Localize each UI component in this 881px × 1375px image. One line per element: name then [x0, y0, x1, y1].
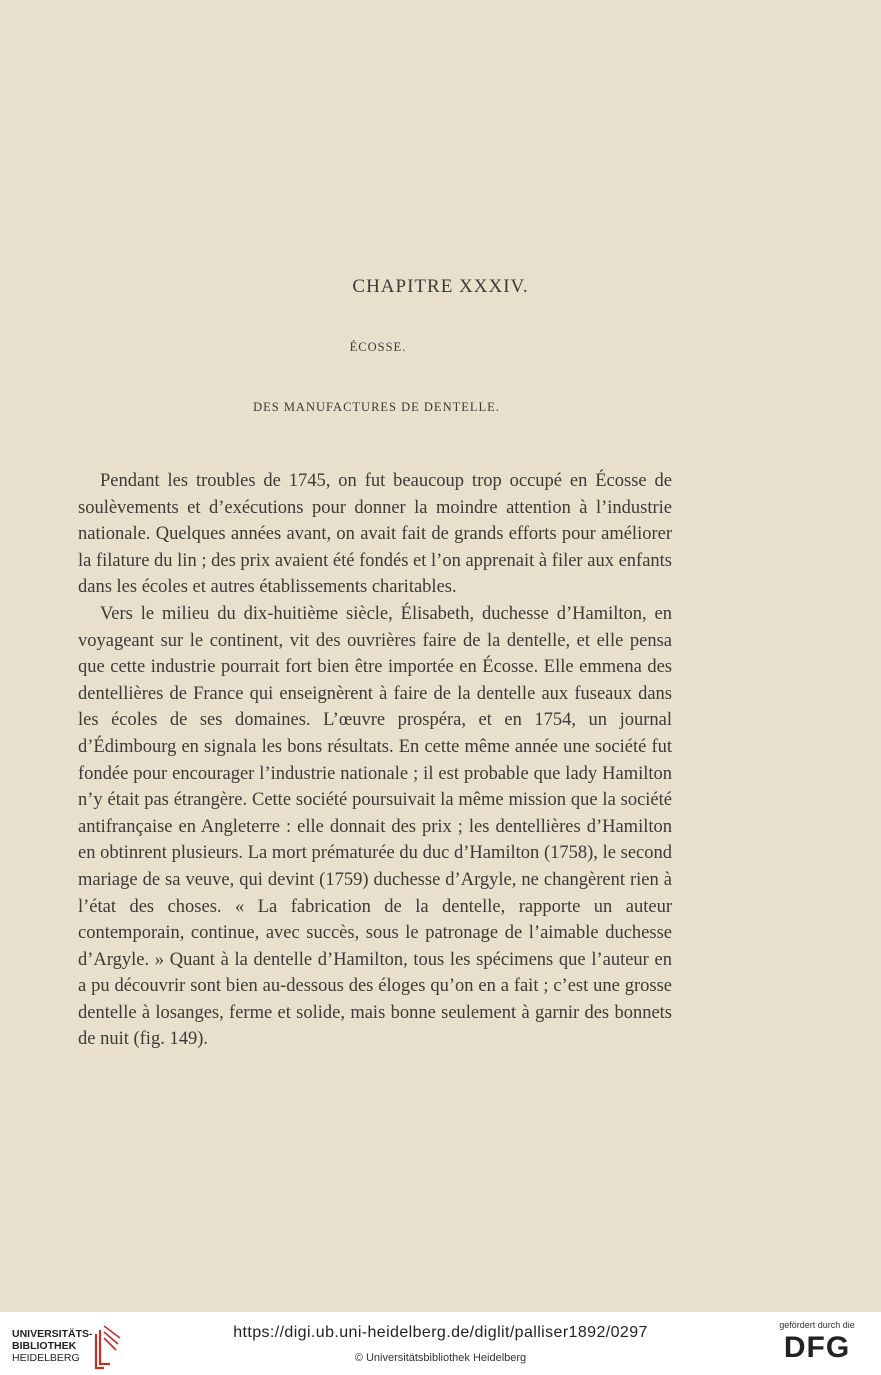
section-subtitle: DES MANUFACTURES DE DENTELLE. [253, 400, 500, 414]
paragraph: Pendant les troubles de 1745, on fut beaucoup trop occupé en Écosse de soulèvements et d’exécutions pour donner la moindre attention à l’industrie nationale. Quelques années avant, on avait fait de grands efforts pour améliorer la filature du lin ; des prix avaient été fondés et l’on apprenait à filer aux enfants dans les écoles et autres établissements charitables. [78, 471, 672, 598]
region-heading: ÉCOSSE. [349, 340, 407, 354]
library-line: HEIDELBERG [12, 1352, 80, 1364]
funding-caption: gefördert durch die [779, 1320, 855, 1330]
chapter-title: CHAPITRE XXXIV. [352, 276, 529, 297]
paragraph: Vers le milieu du dix-huitième siècle, Élisabeth, duchesse d’Hamilton, en voyageant sur le continent, vit des ouvrières faire de la dentelle, et elle pensa que cette industrie pourrait fort bien être importée en Écosse. Elle emmena des dentellières de France qui enseignèrent à faire de la dentelle aux fuseaux dans les écoles de ses domaines. L’œuvre prospéra, et en 1754, un journal d’Édimbourg en signala les bons résultats. En cette même année une société fut fondée pour encourager l’industrie nationale ; il est probable que lady Hamilton n’y était pas étrangère. Cette société poursuivait la même mission que la société antifrançaise en Angleterre : elle donnait des prix ; les dentellières d’Hamilton en obtinrent plusieurs. La mort prématurée du duc d’Hamilton (1758), le second mariage de sa veuve, qui devint (1759) duchesse d’Argyle, ne changèrent rien à l’état des choses. « La fabrication de la dentelle, rapporte un auteur contemporain, continue, avec succès, sous le patronage de l’aimable duchesse d’Argyle. » Quant à la dentelle d’Hamilton, tous les spécimens que l’auteur en a pu découvrir sont bien au-dessous des éloges qu’on en a fait ; c’est une grosse dentelle à losanges, ferme et solide, mais bonne seulement à garnir des bonnets de nuit (fig. 149). [78, 603, 672, 1050]
dfg-logo[interactable] [767, 1320, 867, 1370]
footer-bar [0, 1312, 881, 1375]
library-line: BIBLIOTHEK [12, 1340, 77, 1352]
page-url-link[interactable]: https://digi.ub.uni-heidelberg.de/diglit/palliser1892/0297 [233, 1324, 648, 1341]
library-line: UNIVERSITÄTS- [12, 1328, 93, 1340]
dfg-wordmark: DFG [783, 1331, 851, 1364]
body-text [78, 468, 672, 1053]
copyright-notice: © Universitätsbibliothek Heidelberg [354, 1352, 527, 1364]
